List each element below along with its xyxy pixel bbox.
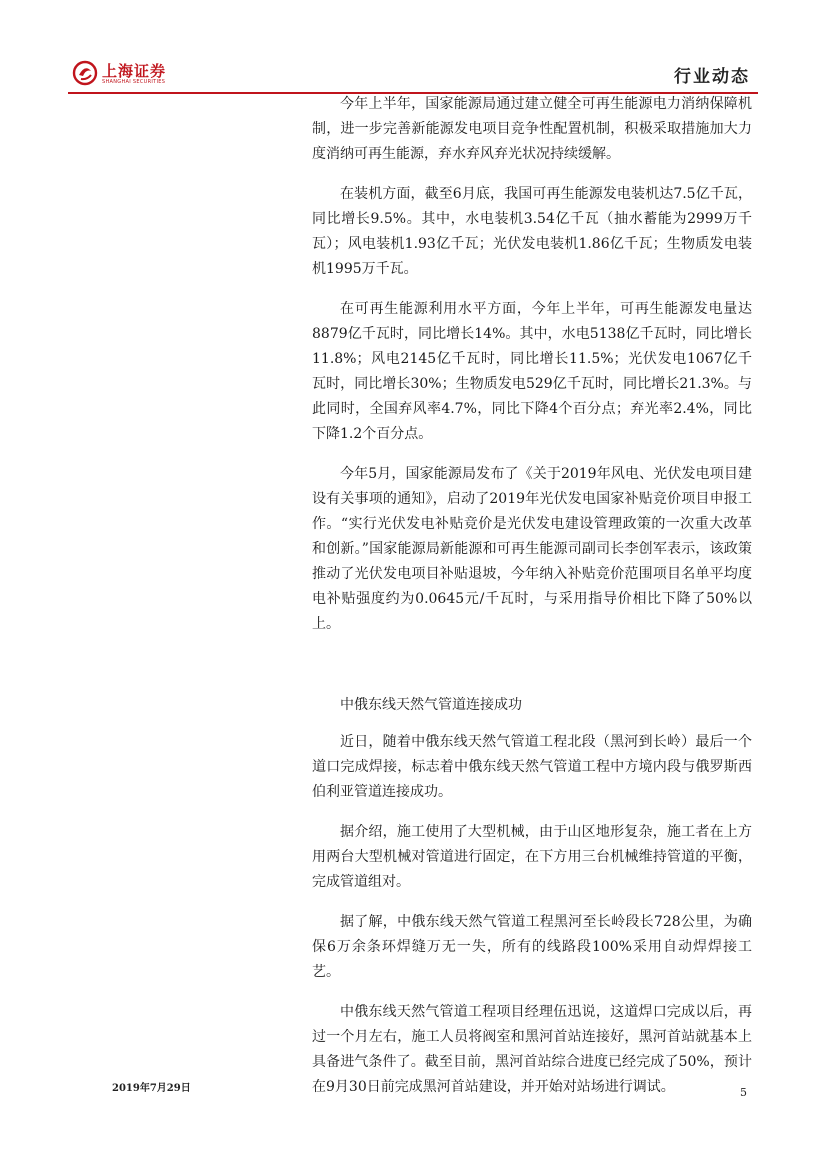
- paragraph: 在装机方面，截至6月底，我国可再生能源发电装机达7.5亿千瓦，同比增长9.5%。其中，水电装机3.54亿千瓦（抽水蓄能为2999万千瓦）；风电装机1.93亿千瓦；光伏发电装机1.86亿千瓦；生物质发电装机1995万千瓦。: [312, 186, 752, 277]
- footer-date: 2019年7月29日: [112, 1083, 191, 1094]
- company-logo: [72, 60, 212, 90]
- paragraph: 在可再生能源利用水平方面，今年上半年，可再生能源发电量达8879亿千瓦时，同比增长14%。其中，水电5138亿千瓦时，同比增长11.8%；风电2145亿千瓦时，同比增长11.5%；光伏发电1067亿千瓦时，同比增长30%；生物质发电529亿千瓦时，同比增长21.3%。与此同时，全国弃风率4.7%，同比下降4个百分点；弃光率2.4%，同比下降1.2个百分点。: [312, 301, 752, 442]
- article-body: [312, 92, 752, 1115]
- logo-name: 上海证券: [102, 62, 167, 80]
- logo-subtitle: SHANGHAI SECURITIES: [102, 79, 166, 85]
- paragraph: 据介绍，施工使用了大型机械，由于山区地形复杂，施工者在上方用两台大型机械对管道进行固定，在下方用三台机械维持管道的平衡，完成管道组对。: [312, 824, 752, 890]
- paragraph: 近日，随着中俄东线天然气管道工程北段（黑河到长岭）最后一个道口完成焊接，标志着中俄东线天然气管道工程中方境内段与俄罗斯西伯利亚管道连接成功。: [312, 734, 752, 800]
- page-header: [68, 56, 758, 90]
- page-number: 5: [740, 1086, 747, 1099]
- paragraph: 今年上半年，国家能源局通过建立健全可再生能源电力消纳保障机制，进一步完善新能源发电项目竞争性配置机制，积极采取措施加大力度消纳可再生能源，弃水弃风弃光状况持续缓解。: [312, 96, 752, 162]
- section-title: 行业动态: [674, 67, 750, 87]
- news-heading: 中俄东线天然气管道连接成功: [340, 697, 522, 713]
- paragraph: 中俄东线天然气管道工程项目经理伍迅说，这道焊口完成以后，再过一个月左右，施工人员将阀室和黑河首站连接好，黑河首站就基本上具备进气条件了。截至目前，黑河首站综合进度已经完成了50%，预计在9月30日前完成黑河首站建设，并开始对站场进行调试。: [312, 1004, 752, 1095]
- logo-emblem-icon: [72, 60, 98, 86]
- paragraph: 今年5月，国家能源局发布了《关于2019年风电、光伏发电项目建设有关事项的通知》，启动了2019年光伏发电国家补贴竞价项目申报工作。“实行光伏发电补贴竞价是光伏发电建设管理政策的一次重大改革和创新。”国家能源局新能源和可再生能源司副司长李创军表示，该政策推动了光伏发电项目补贴退坡，今年纳入补贴竞价范围项目名单平均度电补贴强度约为0.0645元/千瓦时，与采用指导价相比下降了50%以上。: [312, 466, 752, 632]
- paragraph: 据了解，中俄东线天然气管道工程黑河至长岭段长728公里，为确保6万余条环焊缝万无一失，所有的线路段100%采用自动焊焊接工艺。: [312, 914, 752, 980]
